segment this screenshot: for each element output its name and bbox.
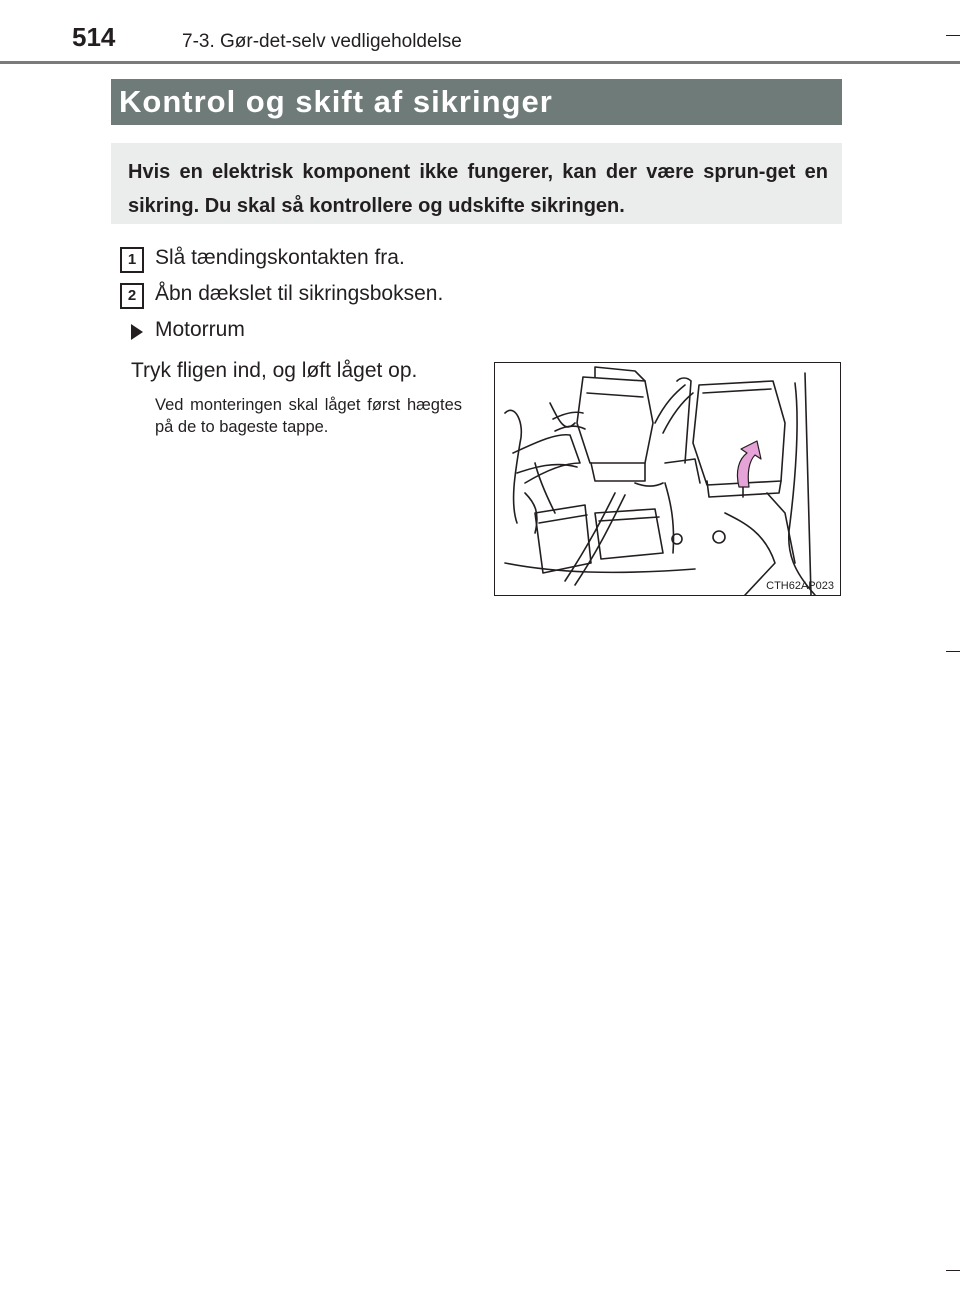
page-number: 514 bbox=[72, 22, 116, 52]
step-text: Åbn dækslet til sikringsboksen. bbox=[155, 282, 444, 305]
header-rule bbox=[0, 61, 960, 64]
section-title: 7-3. Gør-det-selv vedligeholdelse bbox=[182, 31, 462, 52]
subheading-text: Motorrum bbox=[155, 318, 245, 341]
triangle-bullet-icon bbox=[131, 324, 143, 340]
figure-code: CTH62AP023 bbox=[766, 580, 834, 592]
intro-text: Hvis en elektrisk komponent ikke fungerer, kan der være sprun-get en sikring. Du skal så kontrollere og udskifte sikringen. bbox=[128, 161, 828, 217]
intro-box bbox=[111, 143, 842, 224]
crop-mark bbox=[946, 651, 960, 652]
step-text: Slå tændingskontakten fra. bbox=[155, 246, 405, 269]
crop-mark bbox=[946, 1270, 960, 1271]
step-number: 2 bbox=[120, 283, 144, 309]
crop-mark bbox=[946, 35, 960, 36]
page-title: Kontrol og skift af sikringer bbox=[119, 84, 553, 119]
note-text: Ved monteringen skal låget først hægtes på de to bageste tappe. bbox=[155, 396, 462, 436]
page-title-bar bbox=[111, 79, 842, 125]
instruction-text: Tryk fligen ind, og løft låget op. bbox=[131, 359, 418, 382]
step-number: 1 bbox=[120, 247, 144, 273]
engine-bay-drawing bbox=[495, 363, 841, 596]
engine-bay-illustration bbox=[494, 362, 841, 596]
